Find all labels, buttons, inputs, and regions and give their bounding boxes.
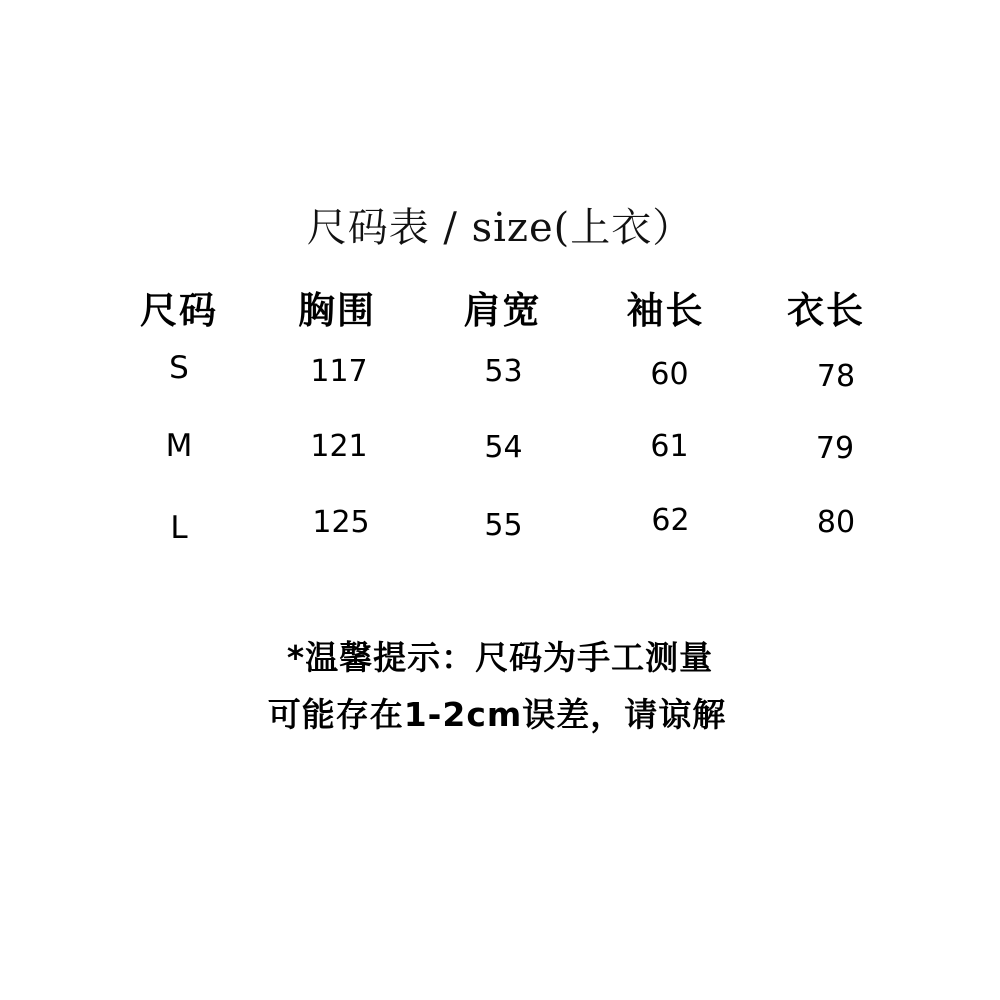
notice-line-1: *温馨提示：尺码为手工测量: [286, 638, 714, 677]
cell-bust: 117: [310, 354, 368, 389]
column-header-shoulder: 肩宽: [463, 289, 542, 332]
column-header-bust: 胸围: [298, 289, 376, 332]
measurement-notice: [0, 630, 1000, 744]
cell-shoulder: 54: [484, 430, 523, 465]
cell-shoulder: 55: [484, 508, 523, 543]
page-title: 尺码表 / size(上衣）: [306, 205, 694, 251]
cell-bust: 125: [312, 505, 370, 540]
cell-size: L: [170, 510, 188, 546]
cell-shoulder: 53: [484, 354, 523, 389]
cell-length: 78: [816, 359, 856, 394]
cell-sleeve: 62: [651, 503, 690, 538]
cell-length: 80: [816, 505, 856, 540]
size-table: [105, 280, 905, 584]
column-header-sleeve: 袖长: [626, 289, 705, 332]
table-row: [105, 428, 905, 506]
column-header-size: 尺码: [140, 289, 218, 332]
cell-sleeve: 61: [650, 429, 689, 464]
column-header-length: 衣长: [787, 289, 865, 332]
table-row: [105, 350, 905, 428]
cell-length: 79: [815, 431, 855, 466]
table-header-row: [105, 280, 905, 350]
cell-size: S: [169, 350, 189, 386]
cell-size: M: [165, 428, 193, 464]
table-row: [105, 503, 905, 584]
notice-line-2: 可能存在1-2cm误差，请谅解: [267, 694, 727, 734]
cell-sleeve: 60: [650, 357, 689, 392]
cell-bust: 121: [310, 429, 368, 464]
